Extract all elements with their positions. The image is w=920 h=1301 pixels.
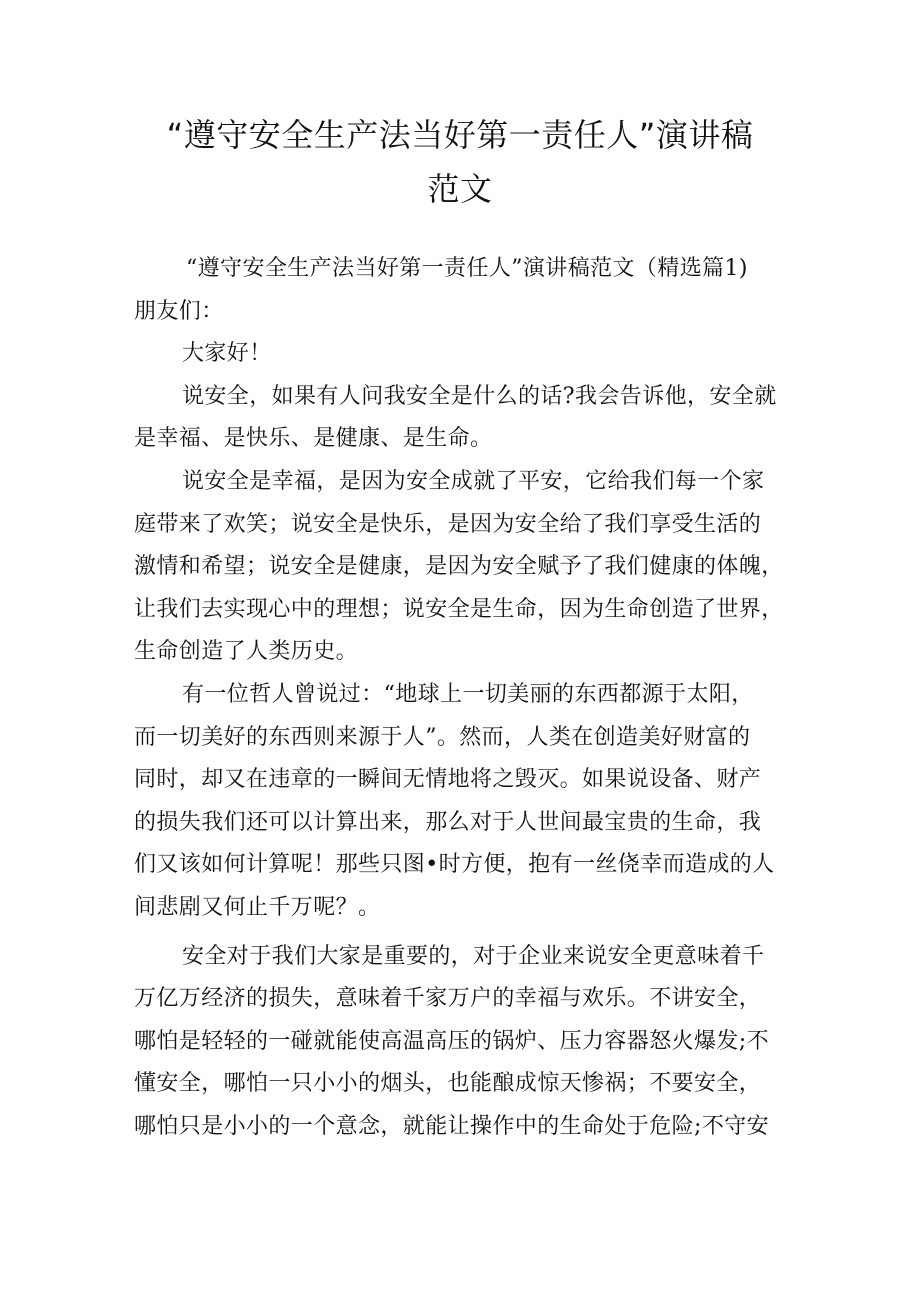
paragraph-line: 安全对于我们大家是重要的，对于企业来说安全更意味着千 [182,943,765,969]
paragraph-line: 是幸福、是快乐、是健康、是生命。 [134,426,493,452]
paragraph-line: 间悲剧又何止千万呢？。 [134,894,381,920]
paragraph-line: 哪怕只是小小的一个意念，就能让操作中的生命处于危险;不守安 [134,1113,770,1139]
paragraph-line: 万亿万经济的损失，意味着千家万户的幸福与欢乐。不讲安全， [134,986,762,1012]
paragraph-line: 们又该如何计算呢！那些只图•时方便，抱有一丝侥幸而造成的人 [134,852,775,878]
paragraph-line: 而一切美好的东西则来源于人”。然而，人类在创造美好财富的 [134,724,751,750]
paragraph-line: 说安全，如果有人问我安全是什么的话?我会告诉他，安全就 [182,383,777,409]
paragraph-line: 让我们去实现心中的理想；说安全是生命，因为生命创造了世界， [134,596,784,622]
greeting-addressee: 朋友们： [134,298,224,324]
paragraph-line: 的损失我们还可以计算出来，那么对于人世间最宝贵的生命，我 [134,809,762,835]
paragraph-line: 说安全是幸福，是因为安全成就了平安，它给我们每一个家 [182,468,765,494]
section-subtitle: “遵守安全生产法当好第一责任人”演讲稿范文（精选篇1) [186,256,748,281]
paragraph-line: 同时，却又在违章的一瞬间无情地将之毁灭。如果说设备、财产 [134,767,762,793]
title-line-2: 范文 [427,170,493,208]
document-body [134,248,794,1148]
paragraph-line: 有一位哲人曾说过：“地球上一切美丽的东西都源于太阳， [182,681,754,707]
document-title [120,108,800,216]
paragraph-line: 哪怕是轻轻的一碰就能使高温高压的锅炉、压力容器怒火爆发;不 [134,1028,770,1054]
greeting: 大家好！ [182,341,272,367]
paragraph-line: 生命创造了人类历史。 [134,639,359,665]
paragraph-line: 激情和希望；说安全是健康，是因为安全赋予了我们健康的体魄， [134,554,784,580]
paragraph-line: 懂安全，哪怕一只小小的烟头，也能酿成惊天惨祸；不要安全， [134,1071,762,1097]
paragraph-line: 庭带来了欢笑；说安全是快乐，是因为安全给了我们享受生活的 [134,511,762,537]
title-line-1: “遵守安全生产法当好第一责任人”演讲稿 [166,116,754,154]
